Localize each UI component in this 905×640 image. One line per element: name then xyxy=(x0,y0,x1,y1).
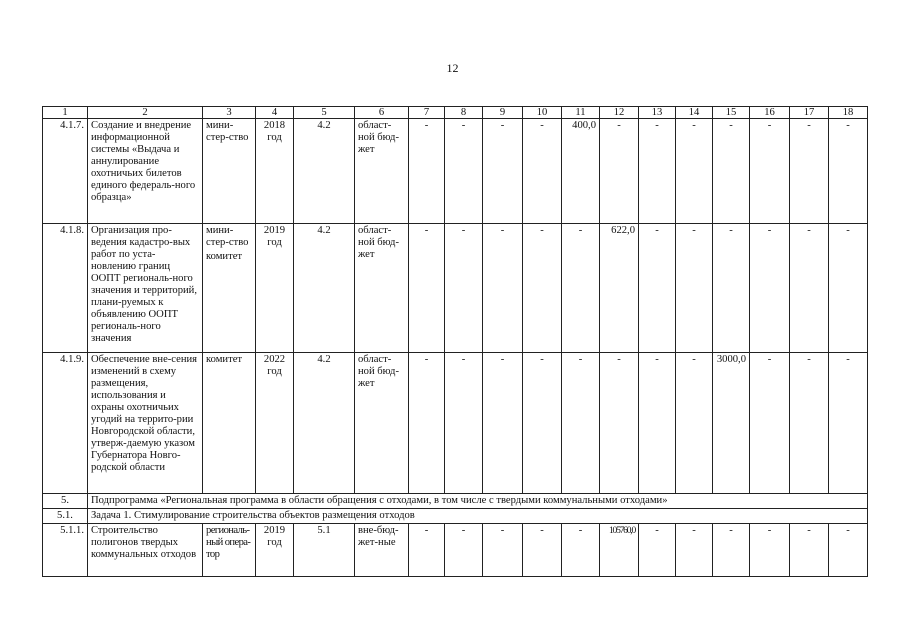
column-header: 11 xyxy=(562,107,600,119)
column-number-row xyxy=(43,107,868,119)
page-number: 12 xyxy=(446,61,459,75)
row-value: - xyxy=(750,224,790,353)
row-target-indicator: 4.2 xyxy=(294,119,355,224)
column-header: 15 xyxy=(713,107,750,119)
row-value: - xyxy=(713,224,750,353)
row-value: - xyxy=(829,524,868,577)
column-header: 16 xyxy=(750,107,790,119)
row-number: 5.1.1. xyxy=(43,524,88,577)
row-activity-name: Строительство полигонов твердых коммунальных отходов xyxy=(88,524,203,577)
row-value: - xyxy=(639,119,676,224)
row-value: - xyxy=(562,353,600,494)
table-row xyxy=(43,524,868,577)
column-header: 5 xyxy=(294,107,355,119)
row-executor-secondary: комитет xyxy=(206,251,243,262)
row-value: - xyxy=(639,353,676,494)
column-header: 7 xyxy=(409,107,445,119)
row-value: - xyxy=(409,224,445,353)
row-number: 4.1.9. xyxy=(43,353,88,494)
column-header: 18 xyxy=(829,107,868,119)
column-header: 2 xyxy=(88,107,203,119)
row-value: - xyxy=(483,353,523,494)
section-row-task xyxy=(43,509,868,524)
row-executor-primary: мини-стер-ство xyxy=(206,225,249,248)
row-value: 105760,0 xyxy=(600,524,639,577)
row-value: - xyxy=(790,224,829,353)
row-value: 3000,0 xyxy=(713,353,750,494)
row-value: - xyxy=(562,524,600,577)
section-number: 5. xyxy=(43,494,88,509)
row-executor xyxy=(203,224,256,353)
row-value: - xyxy=(483,524,523,577)
row-value: - xyxy=(523,353,562,494)
column-header: 8 xyxy=(445,107,483,119)
row-funding-source: вне-бюд-жет-ные xyxy=(355,524,409,577)
row-target-indicator: 5.1 xyxy=(294,524,355,577)
row-executor: мини-стер-ство xyxy=(203,119,256,224)
row-value: - xyxy=(829,224,868,353)
row-funding-source: област-ной бюд-жет xyxy=(355,119,409,224)
row-value: - xyxy=(445,119,483,224)
section-title: Подпрограмма «Региональная программа в области обращения с отходами, в том числе с твердыми коммунальными отходами» xyxy=(88,494,868,509)
row-value: - xyxy=(483,224,523,353)
row-value: - xyxy=(639,524,676,577)
row-target-indicator: 4.2 xyxy=(294,224,355,353)
row-value: - xyxy=(445,353,483,494)
table-row xyxy=(43,119,868,224)
row-value: - xyxy=(750,353,790,494)
column-header: 10 xyxy=(523,107,562,119)
row-number: 4.1.7. xyxy=(43,119,88,224)
row-value: - xyxy=(750,119,790,224)
column-header: 3 xyxy=(203,107,256,119)
row-year: 2022 год xyxy=(256,353,294,494)
row-value: - xyxy=(829,119,868,224)
row-funding-source: област-ной бюд-жет xyxy=(355,224,409,353)
program-table xyxy=(42,106,868,577)
row-value: - xyxy=(483,119,523,224)
table-row xyxy=(43,353,868,494)
row-number: 4.1.8. xyxy=(43,224,88,353)
column-header: 14 xyxy=(676,107,713,119)
row-value: - xyxy=(790,524,829,577)
row-value: - xyxy=(562,224,600,353)
row-value: - xyxy=(713,119,750,224)
row-value: - xyxy=(713,524,750,577)
row-value: - xyxy=(750,524,790,577)
section-title: Задача 1. Стимулирование строительства объектов размещения отходов xyxy=(88,509,868,524)
row-value: - xyxy=(790,353,829,494)
column-header: 1 xyxy=(43,107,88,119)
row-year: 2019 год xyxy=(256,224,294,353)
row-target-indicator: 4.2 xyxy=(294,353,355,494)
row-value: - xyxy=(829,353,868,494)
column-header: 12 xyxy=(600,107,639,119)
row-value: - xyxy=(445,524,483,577)
row-executor: региональ-ный опера-тор xyxy=(203,524,256,577)
row-value: 622,0 xyxy=(600,224,639,353)
row-activity-name: Создание и внедрение информационной системы «Выдача и аннулирование охотничьих билетов единого федераль-ного образца» xyxy=(88,119,203,224)
row-value: - xyxy=(409,524,445,577)
section-number: 5.1. xyxy=(43,509,88,524)
row-value: - xyxy=(600,119,639,224)
row-value: 400,0 xyxy=(562,119,600,224)
column-header: 4 xyxy=(256,107,294,119)
row-value: - xyxy=(523,119,562,224)
row-value: - xyxy=(523,224,562,353)
row-activity-name: Обеспечение вне-сения изменений в схему размещения, использования и охраны охотничьих угодий на террито-рии Новгородской области, утверж-даемую указом Губернатора Новго-родской области xyxy=(88,353,203,494)
column-header: 13 xyxy=(639,107,676,119)
section-row-subprogram xyxy=(43,494,868,509)
column-header: 17 xyxy=(790,107,829,119)
row-funding-source: област-ной бюд-жет xyxy=(355,353,409,494)
row-value: - xyxy=(790,119,829,224)
row-value: - xyxy=(409,119,445,224)
column-header: 6 xyxy=(355,107,409,119)
row-value: - xyxy=(523,524,562,577)
column-header: 9 xyxy=(483,107,523,119)
table-row xyxy=(43,224,868,353)
row-value: - xyxy=(676,119,713,224)
row-year: 2019 год xyxy=(256,524,294,577)
row-value: - xyxy=(445,224,483,353)
row-activity-name: Организация про-ведения кадастро-вых работ по уста-новлению границ ООПТ региональ-ного значения и территорий, плани-руемых к объявлению ООПТ региональ-ного значения xyxy=(88,224,203,353)
row-value: - xyxy=(676,224,713,353)
row-value: - xyxy=(676,353,713,494)
row-year: 2018 год xyxy=(256,119,294,224)
row-value: - xyxy=(600,353,639,494)
row-value: - xyxy=(676,524,713,577)
row-executor: комитет xyxy=(203,353,256,494)
row-value: - xyxy=(639,224,676,353)
row-value: - xyxy=(409,353,445,494)
